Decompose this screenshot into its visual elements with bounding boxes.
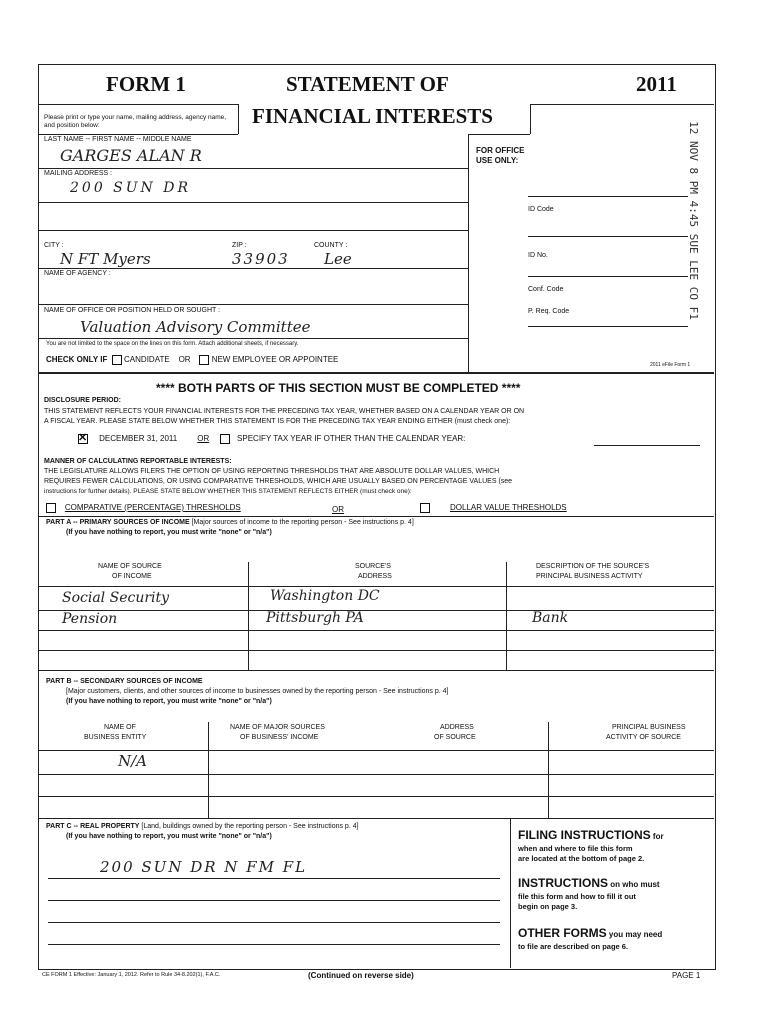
mailing-rule-2 [38,230,468,231]
id-code-label: ID Code [528,206,554,213]
part-b-row-rule-3 [38,796,714,797]
instr-tail: on who must [610,880,660,889]
part-b-col-div-1 [208,722,209,818]
part-b-text: [Major customers, clients, and other sources of income to businesses owned by the reporting person - See instructions p. 4] [66,688,449,695]
part-a-title-row [46,519,414,526]
part-c-entry: 200 SUN DR N FM FL [100,858,308,876]
part-c-rule-1 [48,878,500,879]
part-c-title-row [46,823,359,830]
disclosure-text1: THIS STATEMENT REFLECTS YOUR FINANCIAL INTERESTS FOR THE PRECEDING TAX YEAR, WHETHER BASED ON A CALENDAR YEAR OR ON [44,408,525,415]
manner-text1: THE LEGISLATURE ALLOWS FILERS THE OPTION OF USING REPORTING THRESHOLDS THAT ARE ABSOLUTE DOLLAR VALUES, WHICH [44,468,500,475]
other-line2: to file are described on page 6. [518,942,629,951]
candidate-label: CANDIDATE [124,355,170,365]
part-c-rule-3 [48,922,500,923]
footer-left: CE FORM 1 Effective: January 1, 2012. Refer to Rule 34-8.202(1), F.A.C. [42,972,221,978]
other-head: OTHER FORMS [518,926,607,940]
sidebar-divider [510,818,511,968]
section-head: **** BOTH PARTS OF THIS SECTION MUST BE COMPLETED **** [156,381,521,395]
check-or: OR [178,355,191,365]
part-b-col3-h1: ADDRESS [440,724,474,731]
section-rule [38,372,714,374]
part-b-col4-h2: ACTIVITY OF SOURCE [606,734,681,741]
office-use-title2: USE ONLY: [476,156,519,165]
dollar-option [420,503,567,513]
part-c-note: [Land, buildings owned by the reporting person - See instructions p. 4] [141,823,359,830]
manner-text2: REQUIRES FEWER CALCULATIONS, OR USING COMPARATIVE THRESHOLDS, WHICH ARE USUALLY BASED ON PERCENTAGE VALUES (see [44,478,513,485]
part-a-col1-h1: NAME OF SOURCE [98,563,162,570]
disclosure-label: DISCLOSURE PERIOD: [44,397,122,404]
comparative-checkbox[interactable] [46,503,56,513]
disclosure-text2: A FISCAL YEAR. PLEASE STATE BELOW WHETHER THIS STATEMENT IS FOR THE PRECEDING TAX YEAR ENDING EITHER (must check one): [44,418,511,425]
part-a-row-rule-4 [38,650,714,651]
city-label: CITY : [44,242,64,249]
office-rule [38,338,468,339]
dollar-checkbox[interactable] [420,503,430,513]
city-value: N FT Myers [60,250,151,268]
name-rule [38,168,468,169]
part-b-subtitle: (If you have nothing to report, you must write "none" or "n/a") [66,698,272,705]
other-tail: you may need [608,930,663,939]
form-label: FORM 1 [106,72,186,96]
filing-instructions-row [518,828,664,842]
part-b-row-rule-1 [38,750,714,751]
mailing-rule [38,202,468,203]
part-c-rule-2 [48,900,500,901]
instr-head: INSTRUCTIONS [518,876,608,890]
filing-line2: when and where to file this form [518,844,633,853]
tax-year-field[interactable] [594,445,700,446]
id-no-label: ID No. [528,252,548,259]
part-a-subtitle: (If you have nothing to report, you must write "none" or "n/a") [66,529,272,536]
part-a-col-div-2 [506,562,507,670]
part-c-rule-4 [48,944,500,945]
zip-label: ZIP : [232,242,247,249]
part-a-col3-h2: PRINCIPAL BUSINESS ACTIVITY [536,573,643,580]
employee-checkbox[interactable] [199,355,209,365]
conf-code-label: Conf. Code [528,286,564,293]
manner-text3: instructions for further details). PLEASE STATE BELOW WHETHER THIS STATEMENT REFLECTS EITHER (must check one): [44,488,412,495]
part-a-row-rule-1 [38,586,714,587]
header-step-left [238,104,239,134]
part-b-col2-h2: OF BUSINESS' INCOME [240,734,319,741]
part-a-col1-h2: OF INCOME [112,573,152,580]
header-rule-under-title [468,134,530,135]
part-a-col3-h1: DESCRIPTION OF THE SOURCE'S [536,563,650,570]
office-label: NAME OF OFFICE OR POSITION HELD OR SOUGHT : [44,307,221,314]
part-a-col2-h1: SOURCE'S [355,563,391,570]
office-use-rule-4 [528,326,688,327]
instr-line2: file this form and how to fill it out [518,892,636,901]
county-value: Lee [324,250,352,268]
part-c-top-rule [38,818,714,819]
part-b-col3-h2: OF SOURCE [434,734,476,741]
part-b-row-rule-2 [38,774,714,775]
p-req-code-label: P. Req. Code [528,308,570,315]
part-c-title: PART C -- REAL PROPERTY [46,823,140,830]
part-b-col-div-2 [548,722,549,818]
agency-rule [38,304,468,305]
candidate-checkbox[interactable] [112,355,122,365]
other-forms-row [518,926,662,940]
disclosure-or: OR [197,434,210,444]
part-b-col4-h1: PRINCIPAL BUSINESS [612,724,686,731]
part-b-col2-h1: NAME OF MAJOR SOURCES [230,724,325,731]
city-rule [38,268,468,269]
office-value: Valuation Advisory Committee [80,318,311,336]
part-a-row1-address: Washington DC [270,588,380,604]
part-b-top-rule [38,670,714,671]
efile-label: 2011 eFile Form 1 [650,362,691,368]
zip-value: 33903 [232,250,290,268]
part-a-note: [Major sources of income to the reporting person - See instructions p. 4] [191,519,414,526]
received-stamp: 12 NOV 8 PM 4:45 SUE LEE CO F1 [686,121,700,320]
december-label: DECEMBER 31, 2011 [99,434,178,444]
disclosure-options [78,434,465,444]
comparative-label: COMPARATIVE (PERCENTAGE) THRESHOLDS [64,503,241,513]
filing-tail: for [652,832,664,841]
name-label: LAST NAME -- FIRST NAME -- MIDDLE NAME [44,136,192,143]
title-line2: FINANCIAL INTERESTS [252,104,493,128]
header-rule-mid [38,134,238,135]
filing-head: FILING INSTRUCTIONS [518,828,651,842]
manner-or: OR [332,505,344,514]
part-a-row2-address: Pittsburgh PA [266,610,364,626]
part-b-title: PART B -- SECONDARY SOURCES OF INCOME [46,678,203,685]
office-divider [468,134,469,372]
part-a-top-rule [38,516,714,517]
part-a-col2-h2: ADDRESS [358,573,392,580]
dollar-label: DOLLAR VALUE THRESHOLDS [450,503,567,513]
office-use-rule-3 [528,276,688,277]
check-label: CHECK ONLY IF [46,355,108,365]
part-a-row1-name: Social Security [62,590,170,606]
header-rule-left [38,104,238,105]
name-value: GARGES ALAN R [60,146,202,165]
part-a-title: PART A -- PRIMARY SOURCES OF INCOME [46,519,190,526]
office-use-rule-1 [528,196,688,197]
instr-line3: begin on page 3. [518,902,578,911]
part-a-col-div-1 [248,562,249,670]
tax-year-checkbox[interactable] [220,434,230,444]
office-use-title1: FOR OFFICE [476,146,525,155]
agency-label: NAME OF AGENCY : [44,270,111,277]
footer-center: (Continued on reverse side) [308,971,414,980]
part-a-row2-name: Pension [62,611,118,627]
tax-year-label: SPECIFY TAX YEAR IF OTHER THAN THE CALENDAR YEAR: [237,434,466,444]
part-a-row-rule-3 [38,630,714,631]
mailing-label: MAILING ADDRESS : [44,170,113,177]
filer-note: You are not limited to the space on the lines on this form. Attach additional sheets, if necessary. [46,341,299,347]
december-checkbox[interactable]: ✕ [78,432,88,444]
header-step-right [530,104,531,134]
header-rule-right [530,104,714,105]
part-b-col1-h2: BUSINESS ENTITY [84,734,147,741]
part-b-entry: N/A [118,752,148,770]
office-use-rule-2 [528,236,688,237]
part-a-row2-activity: Bank [532,610,569,626]
instructions-row [518,876,660,890]
employee-label: NEW EMPLOYEE OR APPOINTEE [211,355,339,365]
title-line1: STATEMENT OF [286,72,449,96]
filing-line3: are located at the bottom of page 2. [518,854,645,863]
part-b-col1-h1: NAME OF [104,724,136,731]
mailing-value: 200 SUN DR [70,180,192,196]
part-c-subtitle: (If you have nothing to report, you must write "none" or "n/a") [66,833,272,840]
manner-options [46,503,241,513]
county-label: COUNTY : [314,242,348,249]
manner-label: MANNER OF CALCULATING REPORTABLE INTERESTS: [44,458,232,465]
filer-instruction: Please print or type your name, mailing address, agency name, and position below: [44,114,227,129]
part-a-row-rule-2 [38,610,714,611]
check-row [46,355,338,365]
form-year: 2011 [636,72,677,96]
footer-right: PAGE 1 [672,971,701,980]
